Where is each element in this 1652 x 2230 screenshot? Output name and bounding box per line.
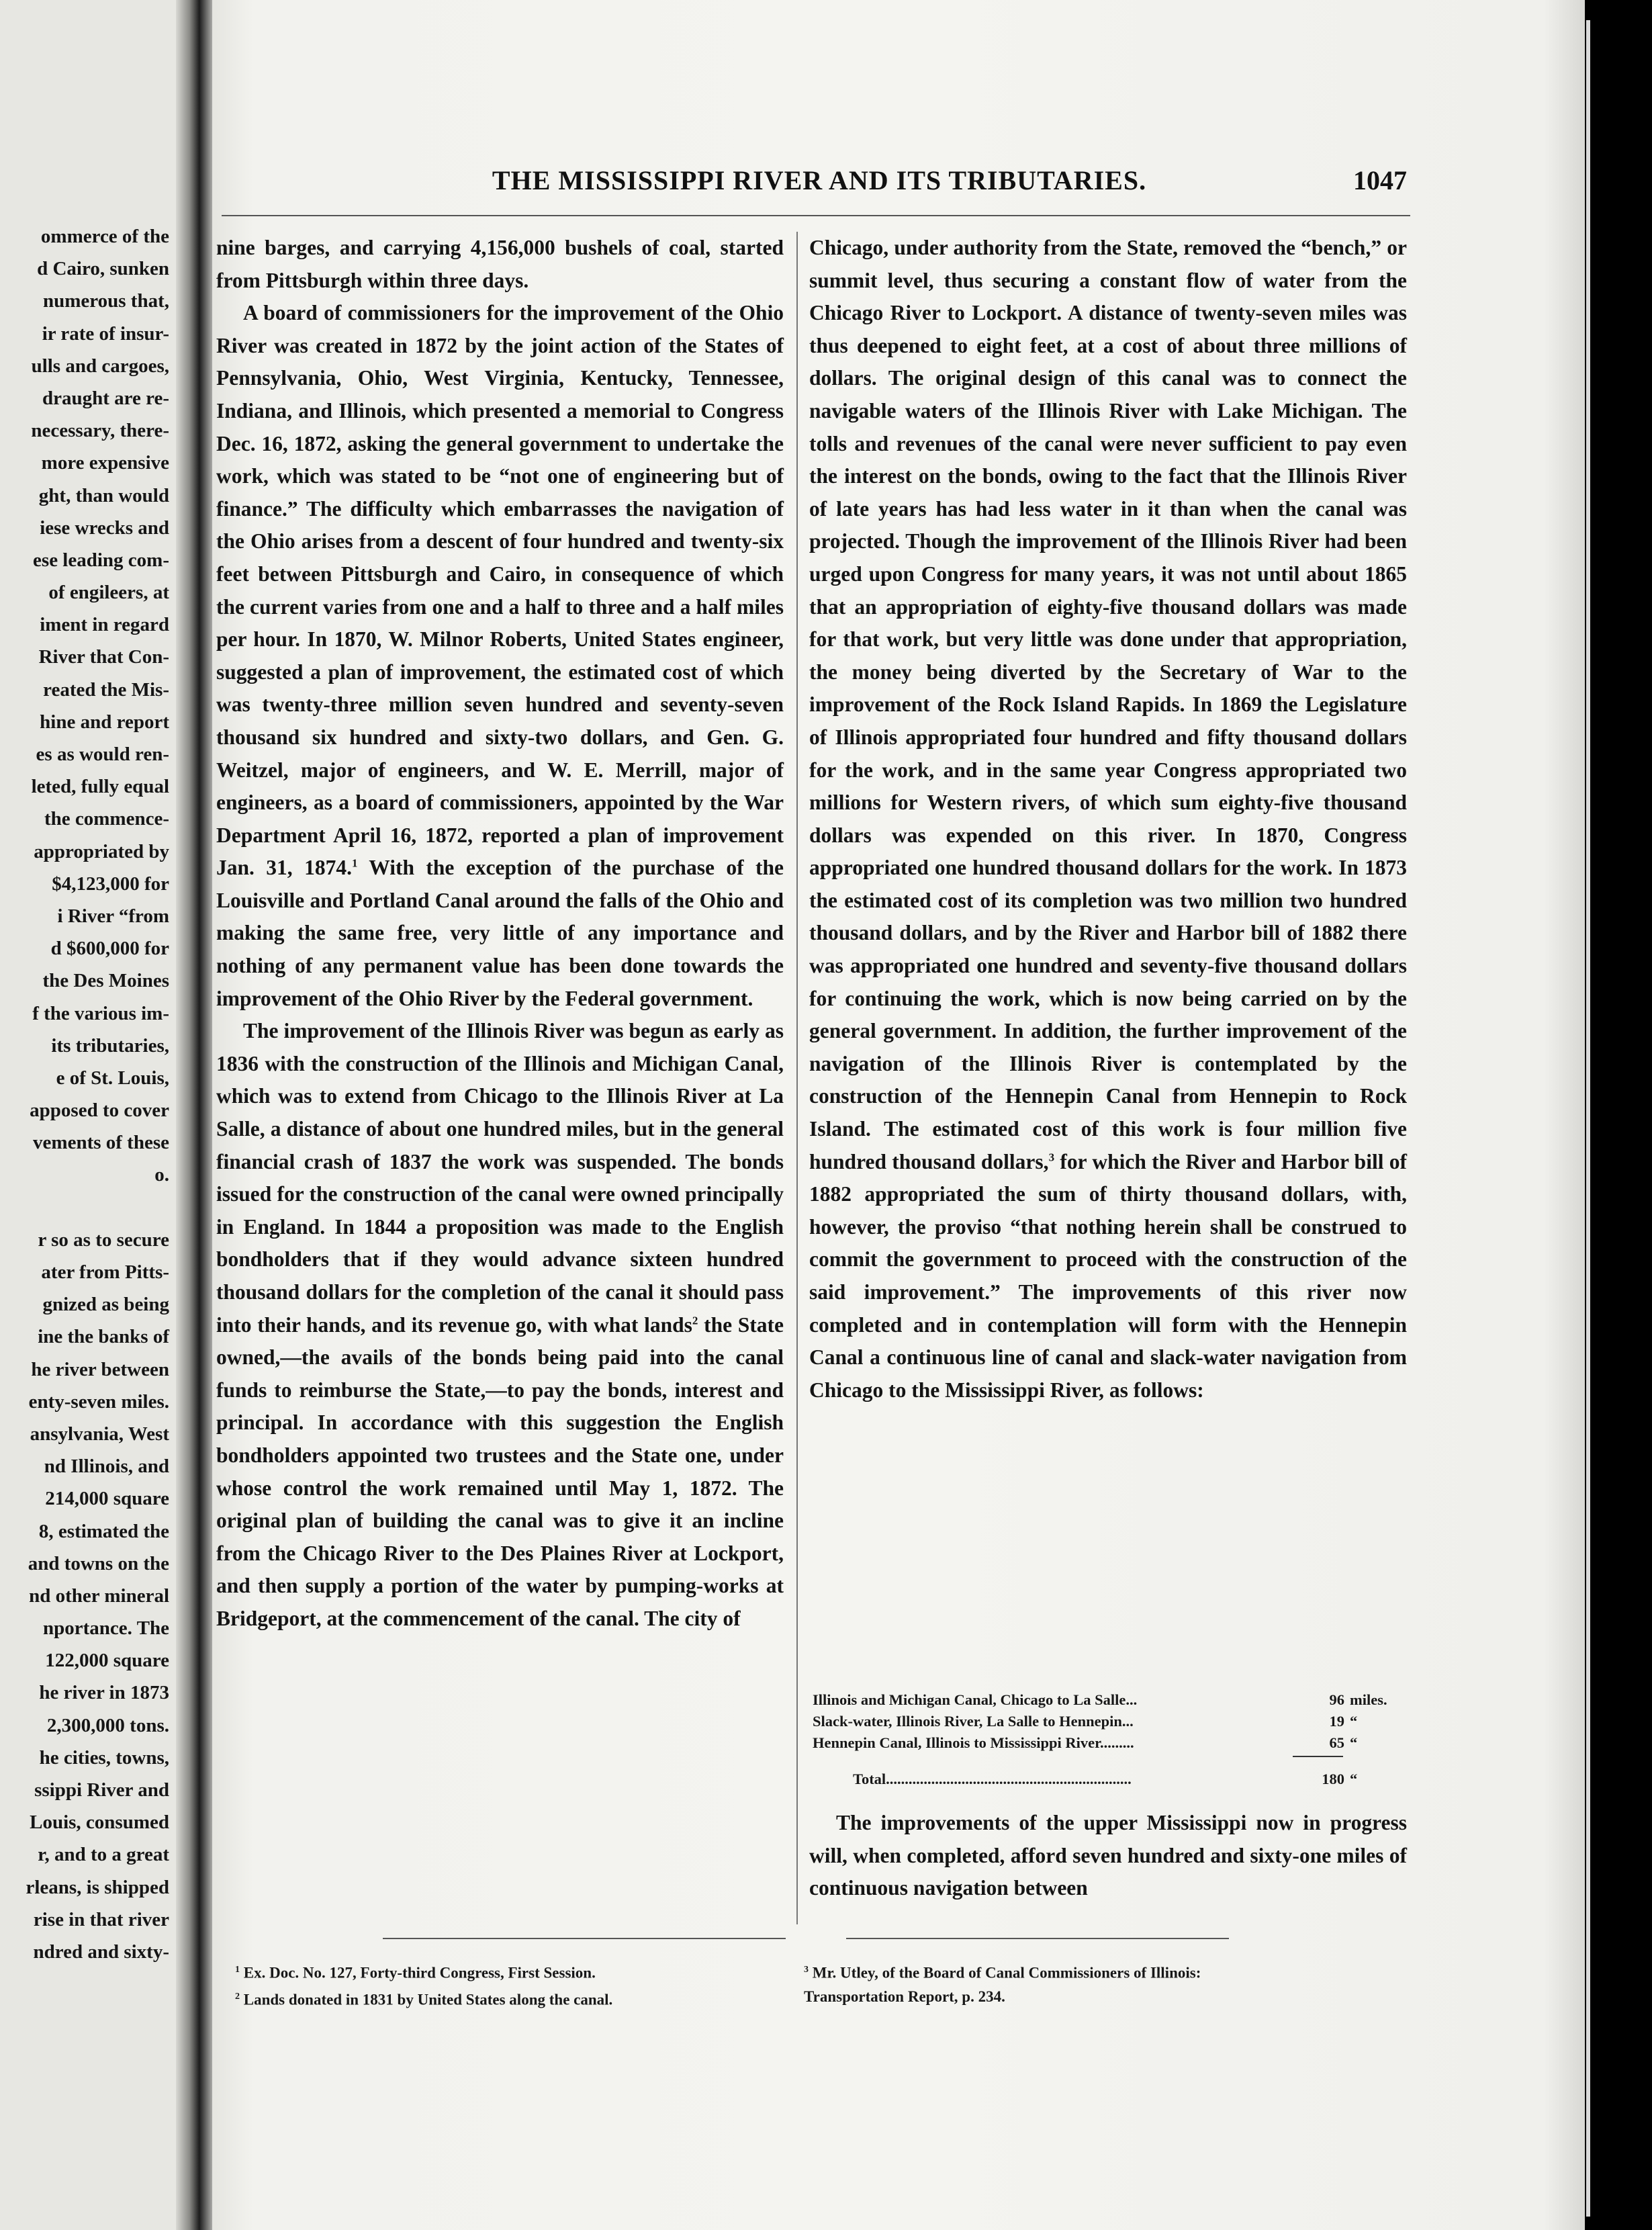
middle-column bbox=[216, 232, 784, 1636]
footnote-ref-2: 2 bbox=[692, 1314, 698, 1327]
footnote-rule-right bbox=[846, 1938, 1229, 1939]
paragraph-coal-barges: nine barges, and carrying 4,156,000 bushels of coal, started from Pittsburgh within three days. bbox=[216, 236, 784, 292]
footnote-mark: 3 bbox=[804, 1965, 809, 1975]
text-span: A board of commissioners for the improvement of the Ohio River was created in 1872 by the joint action of the States of Pennsylvania, Ohio, West Virginia, Kentucky, Tennessee, Indiana, and Illinois, which presented a memorial to Congress Dec. 16, 1872, asking the general government to undertake the work, which was stated to be “not one of engineering but of finance.” The difficulty which embarrasses the navigation of the Ohio arises from a descent of four hundred and twenty-six feet between Pittsburgh and Cairo, in consequence of which the current varies from one and a half to three and a half miles per hour. In 1870, W. Milnor Roberts, United States engineer, suggested a plan of improvement, the estimated cost of which was twenty-three million seven hundred and seventy-seven thousand six hundred and sixty-two dollars, and Gen. G. Weitzel, major of engineers, and W. E. Merrill, major of engineers, as a board of commissioners, appointed by the War Department April 16, 1872, reported a plan of improvement Jan. 31, 1874. bbox=[216, 301, 784, 880]
text-span: for which the River and Harbor bill of 1882 appropriated the sum of thirty thousand dollars, with, however, the proviso “that nothing herein shall be construed to commit the government to proceed with the construction of the said improvement.” The improvements of this river now completed and in contemplation will form with the Hennepin Canal a continuous line of canal and slack-water navigation from Chicago to the Mississippi River, as follows: bbox=[809, 1149, 1407, 1402]
previous-page-line: of engileers, at bbox=[48, 582, 169, 604]
footnote-1 bbox=[235, 1958, 612, 1985]
canal-table-row bbox=[813, 1689, 1410, 1711]
right-page-edge-line bbox=[1586, 20, 1590, 2217]
previous-page-line: nd Illinois, and bbox=[44, 1456, 169, 1478]
footnote-ref-1: 1 bbox=[351, 856, 358, 870]
previous-page-line: ndred and sixty- bbox=[33, 1941, 169, 1963]
total-label-cell: Total................................................................. bbox=[853, 1771, 1132, 1787]
previous-page-line: gnized as being bbox=[42, 1294, 169, 1316]
previous-page-line: 2,300,000 tons. bbox=[46, 1714, 169, 1736]
previous-page-line: 214,000 square bbox=[45, 1488, 169, 1510]
previous-page-line: ssippi River and bbox=[34, 1779, 169, 1801]
unit-cell: “ bbox=[1350, 1713, 1358, 1730]
previous-page-line: r, and to a great bbox=[38, 1844, 169, 1866]
footnote-rule-left bbox=[383, 1938, 786, 1939]
previous-page-line: rise in that river bbox=[33, 1908, 169, 1930]
footnote-2 bbox=[235, 1985, 612, 2012]
previous-page-line: Louis, consumed bbox=[30, 1812, 169, 1834]
paragraph-illinois-river bbox=[216, 1015, 784, 1635]
previous-page-line: iment in regard bbox=[40, 614, 169, 636]
page-number: 1047 bbox=[1353, 165, 1407, 195]
right-column bbox=[809, 232, 1407, 1407]
running-head: THE MISSISSIPPI RIVER AND ITS TRIBUTARIES. bbox=[492, 165, 1147, 195]
right-scan-edge bbox=[1585, 0, 1652, 2230]
footnotes-left bbox=[235, 1958, 612, 2011]
previous-page-line: he cities, towns, bbox=[39, 1746, 169, 1769]
previous-page-line: ir rate of insur- bbox=[42, 322, 169, 345]
previous-page-line: hine and report bbox=[40, 711, 169, 733]
previous-page-line: he river between bbox=[31, 1358, 169, 1380]
previous-page-line: 8, estimated the bbox=[38, 1520, 169, 1542]
previous-page-line: reated the Mis- bbox=[43, 678, 169, 701]
previous-page-line: o. bbox=[154, 1164, 169, 1186]
previous-page-line: the commence- bbox=[44, 808, 169, 830]
text-span: the State owned,—the avails of the bonds being paid into the canal funds to reimburse the State,—to pay the bonds, interest and principal. In accordance with this suggestion the English bondholders appointed two trustees and the State one, under whose control the work remained until May 1, 1872. The original plan of building the canal was to give it an incline from the Chicago River to the Des Plaines River at Lockport, and then supply a portion of the water by pumping-works at Bridgeport, at the commencement of the canal. The city of bbox=[216, 1312, 784, 1630]
previous-page-line: its tributaries, bbox=[51, 1034, 169, 1057]
footnote-text: Ex. Doc. No. 127, Forty-third Congress, First Session. bbox=[240, 1964, 596, 1981]
distance-cell: 19 bbox=[1329, 1713, 1344, 1730]
paragraph-upper-mississippi: The improvements of the upper Mississippi now in progress will, when completed, afford seven hundred and sixty-one miles of continuous navigation between bbox=[809, 1811, 1407, 1900]
previous-page-line: 122,000 square bbox=[45, 1650, 169, 1672]
previous-page-line: ulls and cargoes, bbox=[31, 355, 169, 377]
previous-page-line: more expensive bbox=[41, 452, 169, 474]
total-distance-cell: 180 bbox=[1322, 1771, 1344, 1787]
paragraph-ohio-river-board bbox=[216, 297, 784, 1015]
canal-table-row bbox=[813, 1711, 1410, 1732]
distance-cell: 96 bbox=[1329, 1691, 1344, 1708]
previous-page-line: e of St. Louis, bbox=[56, 1067, 169, 1089]
canal-table-row bbox=[813, 1732, 1410, 1754]
previous-page-line: numerous that, bbox=[43, 290, 169, 312]
column-divider bbox=[796, 232, 798, 1924]
previous-page-line: appropriated by bbox=[34, 840, 169, 862]
right-column-continuation bbox=[809, 1807, 1407, 1905]
previous-page-line: nd other mineral bbox=[29, 1585, 169, 1607]
previous-page-text bbox=[0, 220, 169, 1968]
page-gutter bbox=[176, 0, 215, 2230]
previous-page-line: i River “from bbox=[57, 905, 169, 927]
previous-page-line: ght, than would bbox=[38, 484, 169, 506]
route-cell: Slack-water, Illinois River, La Salle to Hennepin... bbox=[813, 1713, 1134, 1730]
total-unit-cell: “ bbox=[1350, 1771, 1358, 1787]
paragraph-chicago-canal bbox=[809, 232, 1407, 1407]
previous-page-line: iese wrecks and bbox=[40, 517, 169, 539]
previous-page-line: apposed to cover bbox=[30, 1100, 169, 1122]
header-rule bbox=[222, 215, 1410, 216]
previous-page-line: ommerce of the bbox=[40, 226, 169, 247]
footnotes-right bbox=[804, 1958, 1201, 2008]
previous-page-line: leted, fully equal bbox=[31, 776, 169, 798]
previous-page-line: d Cairo, sunken bbox=[37, 258, 169, 280]
previous-page-line: $4,123,000 for bbox=[52, 873, 169, 895]
previous-page-line: ansylvania, West bbox=[30, 1423, 169, 1445]
total-rule bbox=[1293, 1756, 1343, 1757]
route-cell: Illinois and Michigan Canal, Chicago to La Salle... bbox=[813, 1691, 1138, 1708]
unit-cell: “ bbox=[1350, 1734, 1358, 1751]
canal-table-body bbox=[813, 1689, 1410, 1790]
footnote-mark: 2 bbox=[235, 1991, 240, 2002]
previous-page-line: ine the banks of bbox=[38, 1326, 169, 1348]
previous-page-line: and towns on the bbox=[28, 1552, 169, 1574]
footnote-text: Mr. Utley, of the Board of Canal Commissioners of Illinois: bbox=[809, 1964, 1201, 1981]
previous-page-line: ater from Pitts- bbox=[41, 1261, 169, 1283]
text-span: With the exception of the purchase of the Louisville and Portland Canal around the falls of the Ohio and making the same free, very little of any importance and nothing of any permanent value has been done towards the improvement of the Ohio River by the Federal government. bbox=[216, 856, 784, 1010]
previous-page-line: es as would ren- bbox=[36, 744, 169, 765]
distance-cell: 65 bbox=[1329, 1734, 1344, 1751]
canal-distance-table bbox=[813, 1689, 1410, 1790]
unit-cell: miles. bbox=[1350, 1691, 1387, 1708]
previous-page-line: necessary, there- bbox=[31, 420, 169, 442]
route-cell: Hennepin Canal, Illinois to Mississippi River......... bbox=[813, 1734, 1134, 1751]
footnote-3-continued: Transportation Report, p. 234. bbox=[804, 1988, 1005, 2005]
previous-page-line: f the various im- bbox=[32, 1002, 169, 1024]
canal-table-total-row bbox=[813, 1754, 1410, 1790]
footnote-mark: 1 bbox=[235, 1965, 240, 1975]
previous-page-line bbox=[0, 1192, 169, 1224]
previous-page-line: r so as to secure bbox=[38, 1229, 169, 1251]
previous-page-line: vements of these bbox=[33, 1132, 169, 1154]
previous-page-line: the Des Moines bbox=[42, 970, 169, 992]
previous-page-line: draught are re- bbox=[42, 387, 169, 409]
previous-page-line: River that Con- bbox=[38, 646, 169, 668]
previous-page-line: ese leading com- bbox=[33, 549, 169, 571]
footnote-3 bbox=[804, 1958, 1201, 1985]
previous-page-line: nportance. The bbox=[43, 1617, 169, 1640]
previous-page-line: d $600,000 for bbox=[50, 938, 169, 960]
previous-page-line: he river in 1873 bbox=[39, 1682, 169, 1704]
footnote-ref-3: 3 bbox=[1048, 1151, 1055, 1164]
text-span: The improvement of the Illinois River was begun as early as 1836 with the construction of the Illinois and Michigan Canal, which was to extend from Chicago to the Illinois River at La Salle, a distance of about one hundred miles, but in the general financial crash of 1837 the work was suspended. The bonds issued for the construction of the canal were owned principally in England. In 1844 a proposition was made to the English bondholders that if they would advance sixteen hundred thousand dollars for the completion of the canal it should pass into their hands, and its revenue go, with what lands bbox=[216, 1019, 784, 1337]
previous-page-line: enty-seven miles. bbox=[28, 1390, 169, 1413]
footnote-text: Lands donated in 1831 by United States along the canal. bbox=[240, 1991, 613, 2008]
previous-page-line: rleans, is shipped bbox=[26, 1876, 169, 1898]
text-span: Chicago, under authority from the State, removed the “bench,” or summit level, thus securing a constant flow of water from the Chicago River to Lockport. A distance of twenty-seven miles was thus deepened to eight feet, at a cost of about three millions of dollars. The original design of this canal was to connect the navigable waters of the Illinois River with Lake Michigan. The tolls and revenues of the canal were never sufficient to pay even the interest on the bonds, owing to the fact that the Illinois River of late years has had less water in it than when the canal was projected. Though the improvement of the Illinois River had been urged upon Congress for many years, it was not until about 1865 that an appropriation of eighty-five thousand dollars was made for that work, but very little was done under that appropriation, the money being diverted by the Secretary of War to the improvement of the Rock Island Rapids. In 1869 the Legislature of Illinois appropriated four hundred and fifty thousand dollars for the work, and in the same year Congress appropriated two millions for Western rivers, of which sum eighty-five thousand dollars was expended on this river. In 1870, Congress appropriated one hundred thousand dollars for the work. In 1873 the estimated cost of its completion was two million two hundred thousand dollars, and by the River and Harbor bill of 1882 there was appropriated one hundred and seventy-five thousand dollars for continuing the work, which is now being carried on by the general government. In addition, the further improvement of the navigation of the Illinois River is contemplated by the construction of the Hennepin Canal from Hennepin to Rock Island. The estimated cost of this work is four million five hundred thousand dollars, bbox=[809, 236, 1407, 1173]
previous-page-edge bbox=[0, 0, 191, 2230]
